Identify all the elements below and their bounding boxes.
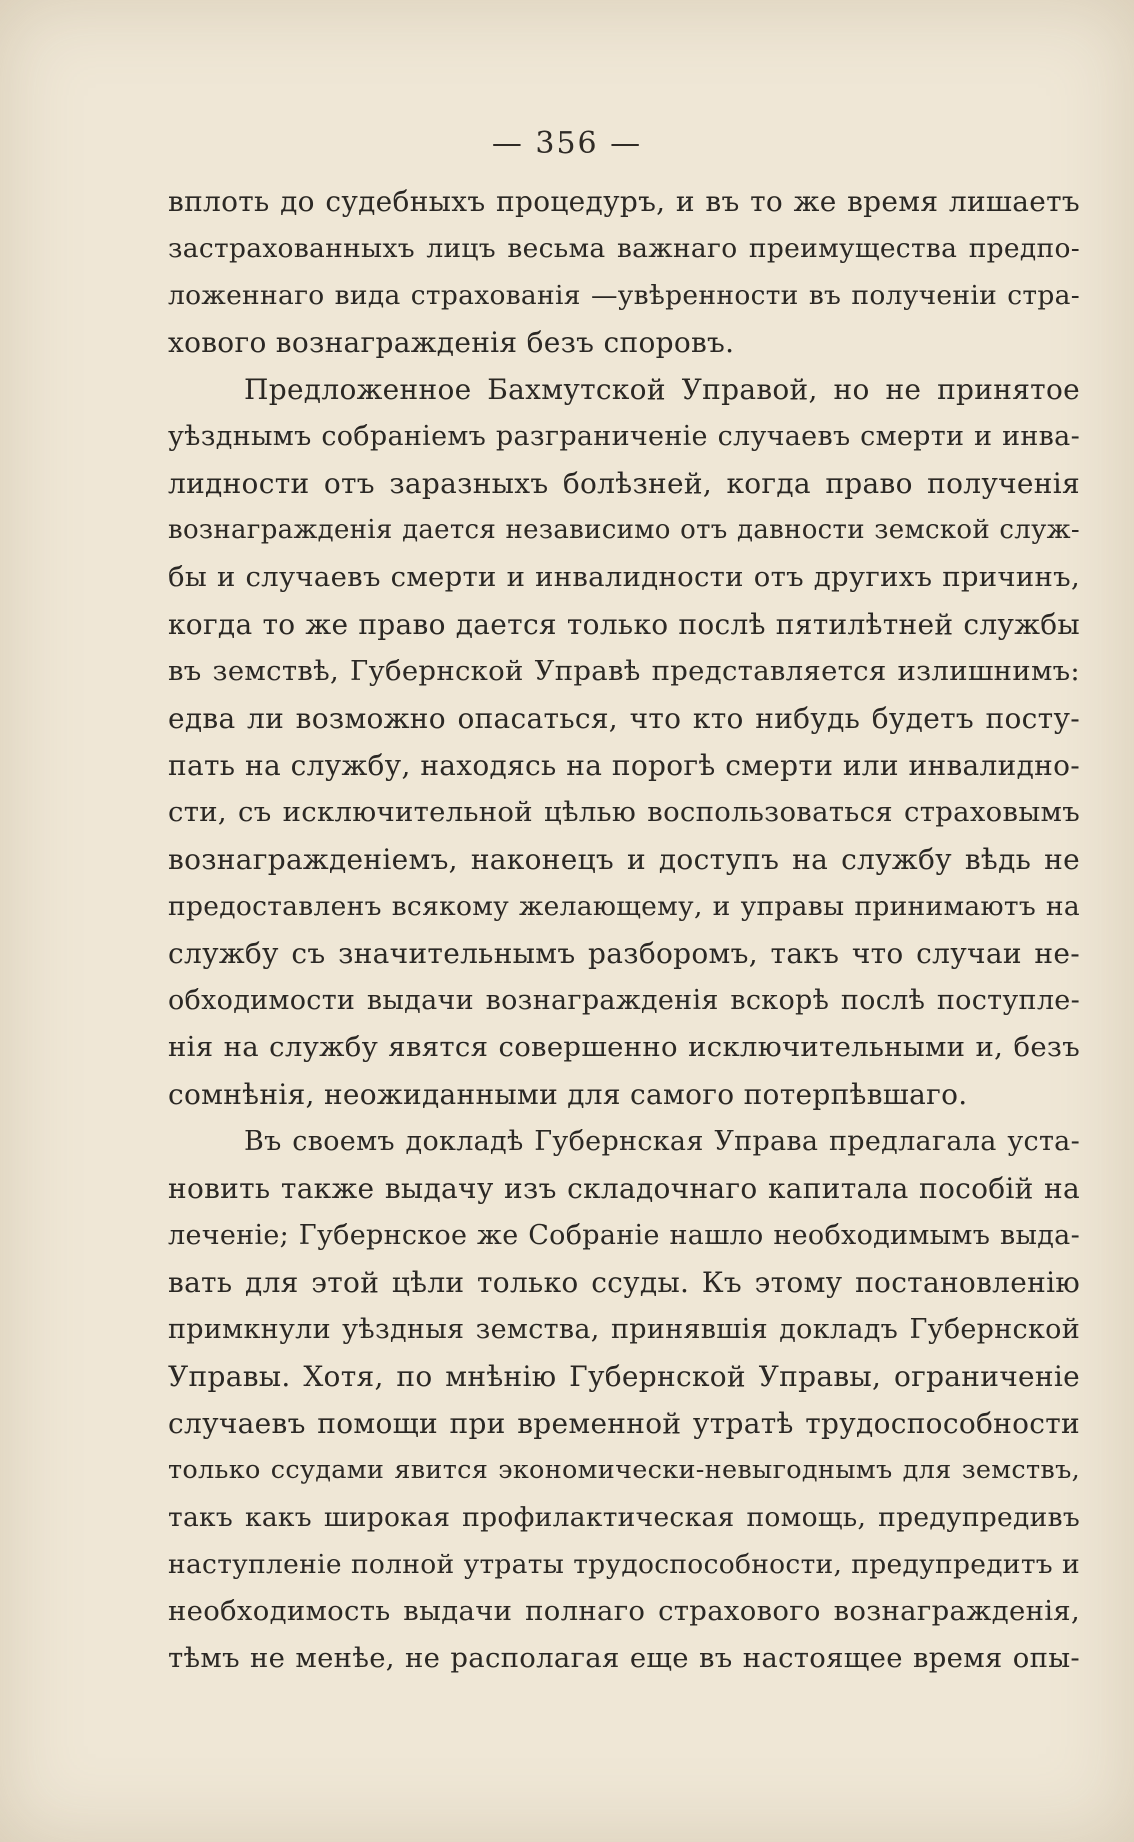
text-line: предоставленъ всякому желающему, и управы принимаютъ на [168, 891, 1080, 922]
text-line: хового вознагражденія безъ споровъ. [168, 326, 735, 359]
text-line: лидности отъ заразныхъ болѣзней, когда право полученія [168, 467, 1080, 500]
text-line: такъ какъ широкая профилактическая помощь, предупредивъ [168, 1502, 1080, 1533]
text-line: Предложенное Бахмутской Управой, но не принятое [244, 373, 1080, 406]
text-line: вознагражденія дается независимо отъ давности земской служ- [168, 515, 1080, 545]
text-line: ложеннаго вида страхованія —увѣренности въ полученіи стра- [168, 280, 1080, 311]
text-line: Управы. Хотя, по мнѣнію Губернской Управы, ограниченіе [168, 1360, 1080, 1393]
text-line: уѣзднымъ собраніемъ разграниченіе случаевъ смерти и инва- [168, 421, 1080, 452]
page-number: — 356 — [491, 126, 643, 161]
text-line: вознагражденіемъ, наконецъ и доступъ на службу вѣдь не [168, 843, 1080, 876]
text-line: въ земствѣ, Губернской Управѣ представляется излишнимъ: [168, 655, 1080, 687]
text-line: сомнѣнія, неожиданными для самого потерпѣвшаго. [168, 1078, 968, 1111]
text-line: примкнули уѣздныя земства, принявшія докладъ Губернской [168, 1314, 1080, 1345]
text-line: едва ли возможно опасаться, что кто нибудь будетъ посту- [168, 702, 1080, 735]
body-text [168, 178, 1080, 1682]
text-line: бы и случаевъ смерти и инвалидности отъ другихъ причинъ, [168, 561, 1080, 593]
text-line: новить также выдачу изъ складочнаго капитала пособій на [168, 1172, 1080, 1205]
text-line: необходимость выдачи полнаго страхового вознагражденія, [168, 1595, 1080, 1627]
text-line: тѣмъ не менѣе, не располагая еще въ настоящее время опы- [168, 1642, 1080, 1674]
text-line: застрахованныхъ лицъ весьма важнаго преимущества предпо- [168, 233, 1080, 264]
text-line: пать на службу, находясь на порогѣ смерти или инвалидно- [168, 749, 1080, 782]
text-line: наступленіе полной утраты трудоспособности, предупредитъ и [168, 1549, 1080, 1580]
text-line: когда то же право дается только послѣ пятилѣтней службы [168, 608, 1080, 641]
text-line: вплоть до судебныхъ процедуръ, и въ то же время лишаетъ [168, 185, 1080, 218]
text-line: Въ своемъ докладѣ Губернская Управа предлагала уста- [244, 1126, 1080, 1157]
text-line: вать для этой цѣли только ссуды. Къ этому постановленію [168, 1266, 1080, 1299]
text-line: сти, съ исключительной цѣлью воспользоваться страховымъ [168, 796, 1080, 828]
text-line: только ссудами явится экономически-невыгоднымъ для земствъ, [168, 1455, 1080, 1485]
text-line: леченіе; Губернское же Собраніе нашло необходимымъ выда- [168, 1220, 1080, 1251]
text-line: случаевъ помощи при временной утратѣ трудоспособности [168, 1407, 1080, 1440]
text-line: обходимости выдачи вознагражденія вскорѣ послѣ поступле- [168, 985, 1080, 1016]
text-line: нія на службу явятся совершенно исключительными и, безъ [168, 1031, 1080, 1063]
text-line: службу съ значительнымъ разборомъ, такъ что случаи не- [168, 937, 1080, 970]
